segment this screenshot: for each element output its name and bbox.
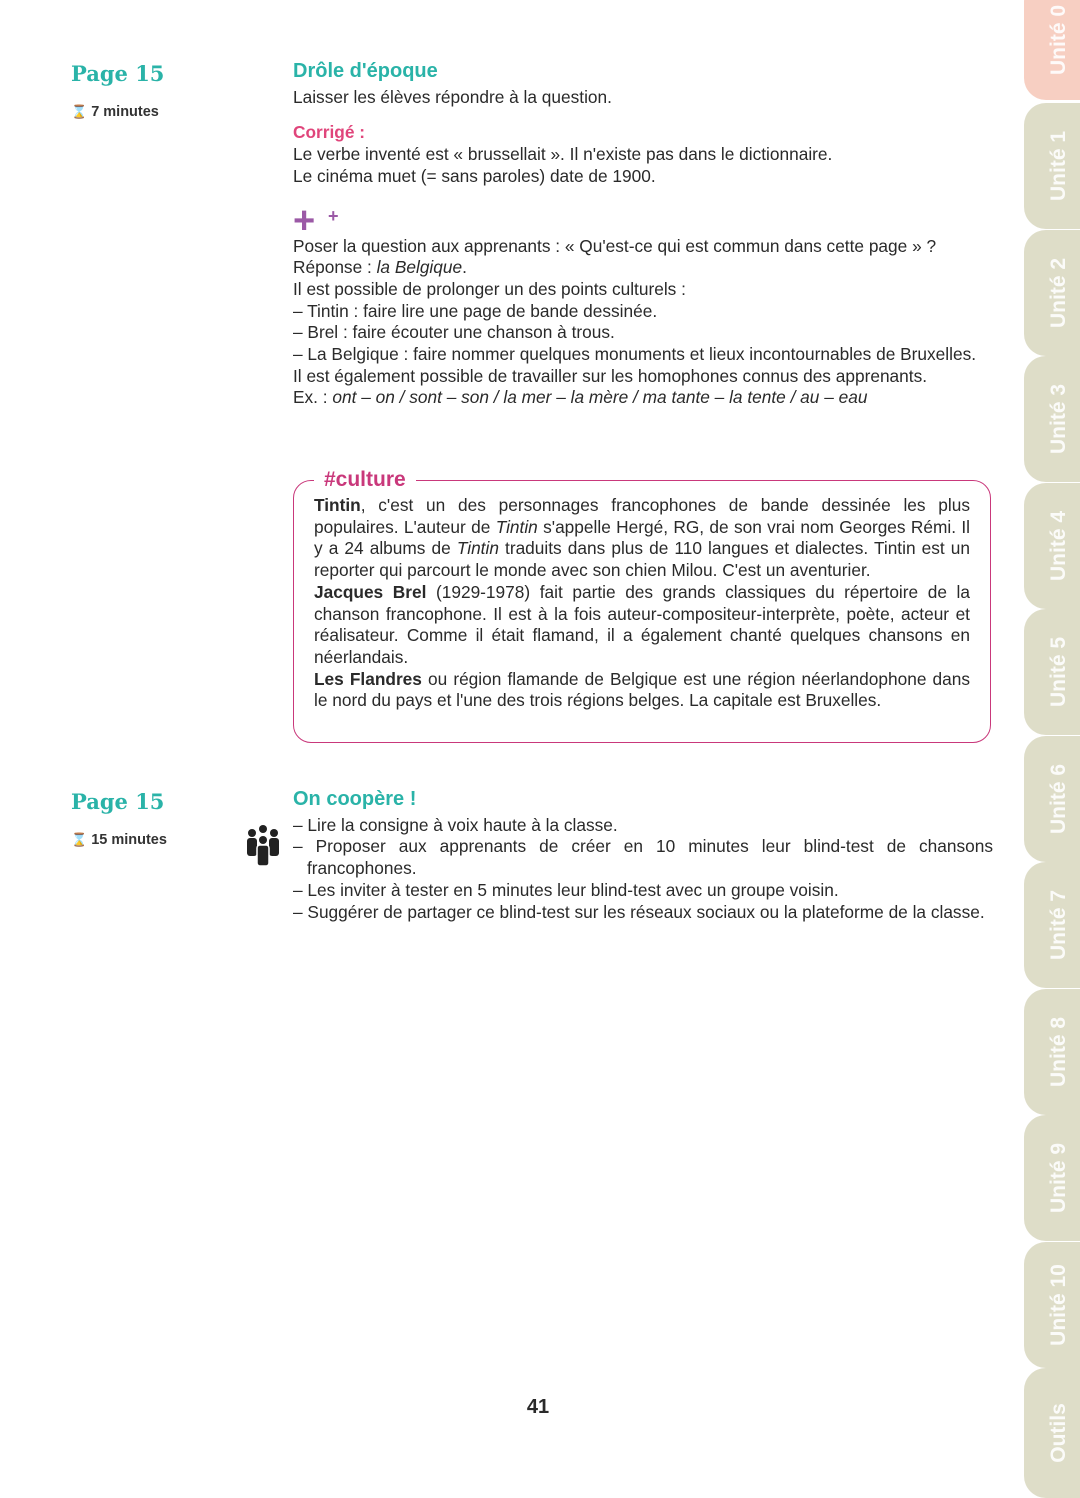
tab-unit-10[interactable] <box>1024 1242 1080 1368</box>
hourglass-icon: ⌛ <box>71 104 88 119</box>
tab-label: Unité 9 <box>1047 1142 1071 1214</box>
prolong-line: Il est possible de prolonger un des points culturels : <box>293 278 686 299</box>
tab-unit-0[interactable] <box>1024 0 1080 100</box>
question-line: Poser la question aux apprenants : « Qu'est-ce qui est commun dans cette page » ? <box>293 235 937 256</box>
plus-icon: + <box>293 199 316 242</box>
homophones-line: Il est également possible de travailler sur les homophones connus des apprenants. <box>293 365 928 386</box>
list-item: – La Belgique : faire nommer quelques monuments et lieux incontournables de Bruxelles. <box>293 344 977 365</box>
list-item: – Les inviter à tester en 5 minutes leur blind-test avec un groupe voisin. <box>293 879 839 900</box>
tab-label: Unité 2 <box>1047 257 1071 328</box>
tab-unit-4[interactable] <box>1024 483 1080 609</box>
culture-box <box>293 468 991 743</box>
example-line: Ex. : ont – on / sont – son / la mer – la mère / ma tante – la tente / au – eau <box>293 387 868 408</box>
tab-unit-9[interactable] <box>1024 1115 1080 1241</box>
list-item: – Brel : faire écouter une chanson à trous. <box>293 322 615 343</box>
duration <box>71 832 167 848</box>
list-item: – Tintin : faire lire une page de bande dessinée. <box>293 300 658 321</box>
tab-outils[interactable] <box>1024 1368 1080 1498</box>
page-number: 41 <box>526 1396 550 1418</box>
culture-title: #culture <box>314 467 416 493</box>
tab-label: Unité 8 <box>1047 1016 1071 1087</box>
tab-label: Unité 10 <box>1047 1263 1071 1346</box>
tab-unit-1[interactable] <box>1024 103 1080 229</box>
culture-tintin: Tintin, c'est un des personnages francophones de bande dessinée les plus populaires. L'auteur de Tintin s'appelle Hergé, RG, de son vrai nom Georges Rémi. Il y a 24 albums de Tintin traduits dans plus de 110 langues et dialectes. Tintin est un reporter qui parcourt le monde avec son chien Milou. C'est un aventurier. <box>314 495 970 581</box>
tab-label: Unité 7 <box>1047 889 1071 961</box>
page-label: Page 15 <box>71 61 165 86</box>
duration-text: 7 minutes <box>91 104 159 120</box>
corrige-label: Corrigé : <box>293 122 366 143</box>
tab-label: Unité 1 <box>1047 130 1071 202</box>
tab-label: Unité 6 <box>1047 763 1071 834</box>
tab-unit-3[interactable] <box>1024 356 1080 482</box>
tab-unit-2[interactable] <box>1024 230 1080 356</box>
tab-unit-6[interactable] <box>1024 736 1080 862</box>
group-people-icon <box>246 824 280 866</box>
tab-unit-5[interactable] <box>1024 609 1080 735</box>
list-item: – Lire la consigne à voix haute à la classe. <box>293 814 618 835</box>
duration <box>71 104 159 120</box>
section-drole-epoque <box>293 61 993 409</box>
section-title: On coopère ! <box>293 788 417 810</box>
list-item: – Suggérer de partager ce blind-test sur les réseaux sociaux ou la plateforme de la classe. <box>293 901 985 922</box>
list-item: – Proposer aux apprenants de créer en 10 minutes leur blind-test de chansons francophones. <box>293 836 993 879</box>
answer-line: Réponse : la Belgique. <box>293 257 467 278</box>
page-label: Page 15 <box>71 789 165 814</box>
hourglass-icon: ⌛ <box>71 832 88 847</box>
corrige-line: Le verbe inventé est « brussellait ». Il n'existe pas dans le dictionnaire. <box>293 144 833 165</box>
tab-label: Unité 5 <box>1047 636 1071 708</box>
section-title: Drôle d'époque <box>293 60 438 82</box>
plus-icons <box>293 199 993 242</box>
corrige-line: Le cinéma muet (= sans paroles) date de 1900. <box>293 165 656 186</box>
plus-small-icon: + <box>328 205 339 226</box>
tab-label: Outils <box>1046 1403 1070 1463</box>
tab-unit-8[interactable] <box>1024 989 1080 1115</box>
section-on-coopere <box>293 789 993 923</box>
culture-flandres: Les Flandres ou région flamande de Belgique est une région néerlandophone dans le nord du pays et l'une des trois régions belges. La capitale est Bruxelles. <box>314 668 971 711</box>
duration-text: 15 minutes <box>91 832 167 848</box>
tab-label: Unité 4 <box>1047 510 1071 581</box>
culture-brel: Jacques Brel (1929-1978) fait partie des grands classiques du répertoire de la chanson francophone. Il est à la fois auteur-compositeur-interprète, poète, acteur et réalisateur. Comme il était flamand, il a également chanté quelques chansons en néerlandais. <box>314 581 970 667</box>
tab-unit-7[interactable] <box>1024 862 1080 988</box>
tab-label: Unité 0 <box>1047 4 1071 76</box>
intro: Laisser les élèves répondre à la question. <box>293 86 612 107</box>
tab-label: Unité 3 <box>1047 383 1071 455</box>
